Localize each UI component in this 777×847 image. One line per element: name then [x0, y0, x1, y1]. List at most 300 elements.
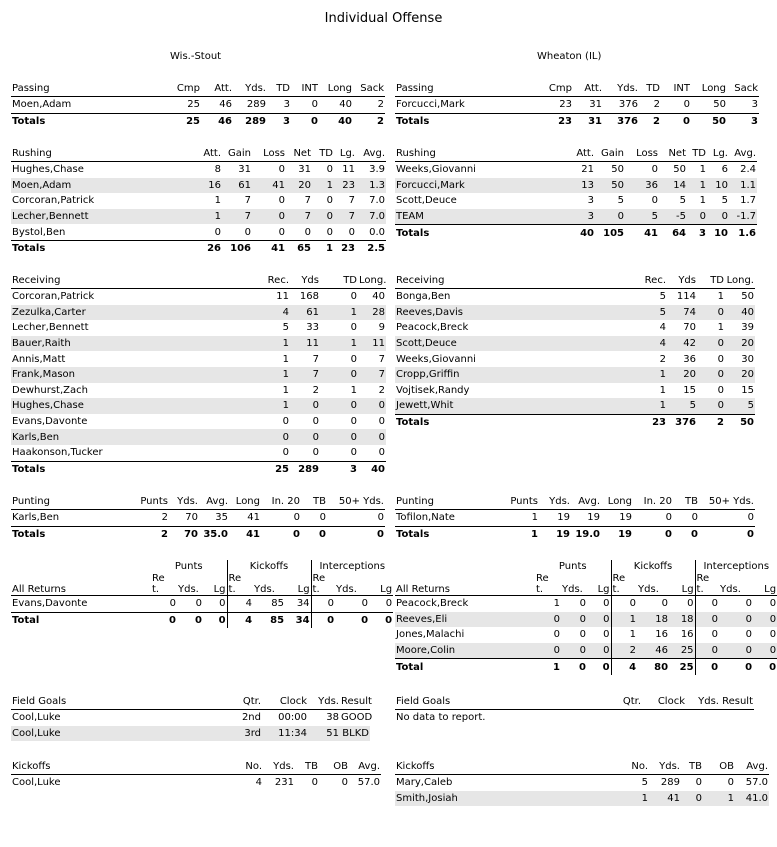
- totals-row: [395, 526, 755, 542]
- totals-cell: 0: [633, 526, 673, 542]
- player-name: Corcoran,Patrick: [12, 195, 95, 207]
- totals-cell: 50: [725, 414, 755, 430]
- stat-cell: 1.3: [356, 178, 386, 194]
- column-header: Lg.: [707, 146, 729, 162]
- totals-cell: 3: [320, 461, 358, 477]
- stat-cell: 7: [290, 367, 320, 383]
- stat-cell: 1: [243, 398, 290, 414]
- stat-cell: 1: [320, 305, 358, 321]
- totals-cell: 23: [545, 113, 573, 129]
- stat-cell: 7: [286, 209, 312, 225]
- stat-cell: 0: [358, 429, 386, 445]
- stat-cell: 1: [282, 384, 289, 396]
- stat-cell: 1: [282, 353, 289, 365]
- returns-subheader: [285, 573, 311, 584]
- returns-subheader: [753, 573, 777, 584]
- table-row: [395, 643, 777, 659]
- returns-group-row: [11, 560, 393, 573]
- player-name: Lecher,Bennett: [11, 209, 181, 225]
- returns-label: All Returns: [11, 584, 151, 596]
- stat-cell: 0: [378, 447, 385, 459]
- player-name: Forcucci,Mark: [395, 178, 567, 194]
- totals-cell: 85: [253, 612, 285, 628]
- totals-label: Total: [395, 659, 535, 675]
- stat-cell: 2: [611, 643, 637, 659]
- table-row: [395, 162, 757, 178]
- stat-cell: 50: [673, 164, 686, 176]
- player-name: Tofilon,Nate: [396, 512, 455, 524]
- stat-cell: 20: [667, 367, 697, 383]
- returns-subheader: Re: [152, 573, 165, 584]
- totals-row: [395, 659, 777, 675]
- totals-cell: 50: [691, 113, 727, 129]
- stat-cell: 0: [579, 598, 586, 610]
- stat-cell: 0: [553, 629, 560, 641]
- stat-cell: 0: [377, 512, 384, 524]
- stat-cell: 1: [615, 791, 649, 807]
- stat-cell: 41.0: [735, 791, 769, 807]
- stat-cell: 40: [725, 305, 755, 321]
- stat-cell: 50: [611, 164, 624, 176]
- player-name: TEAM: [395, 209, 567, 225]
- table-row: [395, 791, 769, 807]
- stat-cell: 1: [699, 195, 706, 207]
- column-header: Net: [659, 146, 687, 162]
- stat-cell: 46: [219, 99, 232, 111]
- totals-label: Totals: [11, 526, 121, 542]
- player-name: Vojtisek,Randy: [396, 384, 470, 396]
- table-row: [395, 209, 757, 225]
- receiving-header-row: [11, 273, 386, 289]
- stat-cell: 3.9: [369, 164, 385, 176]
- table-row: [395, 305, 755, 321]
- player-name: Reeves,Eli: [395, 612, 535, 628]
- stat-cell: 7: [312, 353, 319, 365]
- field_goals-home-table: [11, 694, 373, 741]
- stat-cell: 1.1: [729, 178, 757, 194]
- returns-group-label: Kickoffs: [227, 560, 311, 573]
- stat-cell: 5: [617, 195, 624, 207]
- stat-cell: 0: [326, 226, 333, 238]
- table-row: [395, 367, 755, 383]
- stat-cell: 0: [312, 209, 334, 225]
- totals-cell: 0: [335, 612, 369, 628]
- stat-cell: 0: [695, 777, 702, 789]
- stat-cell: 1: [717, 291, 724, 303]
- stat-cell: 7: [304, 195, 311, 207]
- stat-cell: 0: [629, 598, 637, 610]
- stat-cell: 0: [243, 429, 290, 445]
- stat-cell: 0: [695, 643, 719, 659]
- returns-subheader: [561, 573, 587, 584]
- stat-cell: 0: [350, 447, 357, 459]
- stat-cell: 6: [721, 164, 728, 176]
- stat-cell: 0: [195, 598, 202, 610]
- column-header: Loss: [252, 146, 286, 162]
- stat-cell: 0: [319, 512, 326, 524]
- player-name: Haakonson,Tucker: [12, 447, 103, 459]
- stat-cell: 41: [649, 791, 681, 807]
- stat-cell: 14: [659, 178, 687, 194]
- player-name: Lecher,Bennett: [12, 322, 89, 334]
- totals-cell: 0: [699, 526, 755, 542]
- totals-cell: 40: [358, 461, 386, 477]
- column-header: 50+ Yds.: [699, 494, 755, 510]
- returns-home-table: [11, 560, 393, 628]
- column-header: OB: [319, 759, 349, 775]
- receiving-header-row: [395, 273, 755, 289]
- stat-cell: 8: [214, 164, 221, 176]
- totals-cell: 289: [233, 113, 267, 129]
- table-row: [395, 178, 757, 194]
- rushing-header-row: [11, 146, 386, 162]
- stat-cell: 5: [725, 398, 755, 414]
- stat-cell: 20: [286, 178, 312, 194]
- returns-subheader: [253, 573, 285, 584]
- stat-cell: 0: [358, 398, 386, 414]
- stat-cell: 0: [687, 209, 707, 225]
- stat-cell: 0: [683, 99, 690, 111]
- totals-cell: 0: [661, 113, 691, 129]
- table-row: [11, 289, 386, 305]
- stat-cell: 0: [290, 429, 320, 445]
- column-header: Qtr.: [226, 694, 262, 710]
- stat-cell: 289: [660, 777, 680, 789]
- stat-cell: 0: [561, 643, 587, 659]
- column-header: t.: [151, 584, 177, 596]
- stat-cell: 11: [290, 336, 320, 352]
- totals-cell: 23: [627, 414, 667, 430]
- stat-cell: 0: [681, 791, 703, 807]
- totals-cell: 10: [707, 225, 729, 241]
- totals-cell: 0: [261, 526, 301, 542]
- stat-cell: 4: [627, 336, 667, 352]
- totals-cell: 80: [637, 659, 669, 675]
- column-header: Rushing: [11, 146, 181, 162]
- stat-cell: 85: [271, 598, 285, 610]
- stat-cell: 50: [595, 178, 625, 194]
- column-header: Avg.: [729, 146, 757, 162]
- player-name: Jewett,Whit: [395, 398, 627, 414]
- column-header: INT: [661, 81, 691, 97]
- totals-cell: 23: [334, 240, 356, 256]
- column-header: TD: [639, 81, 661, 97]
- totals-cell: 41: [252, 240, 286, 256]
- totals-cell: 1.6: [729, 225, 757, 241]
- player-name: Jones,Malachi: [396, 629, 465, 641]
- totals-cell: 40: [567, 225, 595, 241]
- table-row: [11, 336, 386, 352]
- stat-cell: 11: [358, 336, 386, 352]
- totals-cell: 2.5: [356, 240, 386, 256]
- kickoffs-home-table: [11, 759, 381, 791]
- stat-cell: 0: [711, 629, 719, 641]
- kickoffs-header-row: [395, 759, 769, 775]
- stat-cell: 51: [308, 726, 340, 742]
- table-row: [11, 193, 386, 209]
- stat-cell: 0: [278, 164, 285, 176]
- stat-cell: 4: [245, 598, 253, 610]
- totals-cell: 0: [151, 612, 177, 628]
- stat-cell: 30: [741, 353, 754, 365]
- column-header: Lg.: [334, 146, 356, 162]
- totals-cell: 0: [177, 612, 203, 628]
- stat-cell: 0: [282, 416, 289, 428]
- column-header: Punts: [505, 494, 539, 510]
- totals-cell: 70: [169, 526, 199, 542]
- totals-label: Totals: [11, 240, 181, 256]
- table-row: [11, 320, 386, 336]
- totals-cell: 65: [286, 240, 312, 256]
- stat-cell: 0: [753, 643, 777, 659]
- totals-cell: 34: [285, 612, 311, 628]
- stat-cell: 0: [719, 612, 753, 628]
- stat-cell: 5: [659, 291, 666, 303]
- stat-cell: 0: [769, 629, 777, 641]
- stat-cell: GOOD: [341, 712, 373, 724]
- stat-cell: 0: [535, 612, 561, 628]
- column-header: Yds: [290, 273, 320, 289]
- column-header: Long: [691, 81, 727, 97]
- player-name: Cool,Luke: [11, 726, 226, 742]
- column-header: Long: [229, 494, 261, 510]
- totals-cell: 0: [369, 612, 393, 628]
- stat-cell: 0: [727, 777, 734, 789]
- table-row: [395, 289, 755, 305]
- player-name: Smith,Josiah: [395, 791, 615, 807]
- column-header: Avg.: [356, 146, 386, 162]
- stat-cell: 0: [320, 429, 358, 445]
- table-row: [11, 398, 386, 414]
- player-name: Karls,Ben: [11, 429, 243, 445]
- table-row: [11, 429, 386, 445]
- totals-cell: 106: [222, 240, 252, 256]
- player-name: Cool,Luke: [12, 777, 61, 789]
- no-data-row: [395, 710, 754, 726]
- stat-cell: 15: [683, 384, 696, 396]
- column-header: Lg: [669, 584, 695, 596]
- player-name: Scott,Deuce: [395, 336, 627, 352]
- column-header: Receiving: [11, 273, 243, 289]
- stat-cell: 0: [695, 612, 719, 628]
- punting-header-row: [11, 494, 385, 510]
- stat-cell: 11:34: [262, 726, 308, 742]
- stat-cell: 1: [659, 384, 666, 396]
- column-header: Qtr.: [610, 694, 642, 710]
- returns-group-label: Interceptions: [703, 561, 770, 572]
- table-row: [11, 383, 386, 399]
- stat-cell: 0: [587, 596, 611, 612]
- player-name: Cropp,Griffin: [395, 367, 627, 383]
- returns-spacer: [395, 573, 535, 584]
- returns-away-table: [395, 560, 777, 675]
- table-row: [11, 367, 386, 383]
- stat-cell: 3: [751, 99, 758, 111]
- column-header: Net: [286, 146, 312, 162]
- stat-cell: 7.0: [369, 195, 385, 207]
- returns-header-row: [395, 584, 777, 596]
- stat-cell: 0: [252, 209, 286, 225]
- stat-cell: 1: [350, 384, 357, 396]
- column-header: TD: [267, 81, 291, 97]
- table-row: [11, 97, 385, 114]
- column-header: Lg: [753, 584, 777, 596]
- totals-cell: 0: [301, 526, 327, 542]
- table-row: [395, 398, 755, 414]
- stat-cell: 23: [334, 178, 356, 194]
- stat-cell: 0: [711, 598, 719, 610]
- returns-group-label: Kickoffs: [611, 560, 695, 573]
- stat-cell: 0: [350, 353, 357, 365]
- column-header: Lg: [369, 584, 393, 596]
- punting-away-table: [395, 494, 755, 542]
- column-header: Passing: [11, 81, 161, 97]
- column-header: No.: [231, 759, 263, 775]
- table-row: [11, 510, 385, 527]
- stat-cell: 3: [587, 195, 594, 207]
- stat-cell: 61: [222, 178, 252, 194]
- totals-cell: 0: [753, 659, 777, 675]
- stat-cell: 7: [334, 209, 356, 225]
- player-name: Bauer,Raith: [11, 336, 243, 352]
- stat-cell: 0: [327, 598, 335, 610]
- stat-cell: 19: [619, 512, 632, 524]
- table-row: [11, 726, 370, 742]
- stat-cell: 46: [637, 643, 669, 659]
- stat-cell: 10: [707, 178, 729, 194]
- stat-cell: 0: [697, 367, 725, 383]
- totals-cell: 0: [203, 612, 227, 628]
- player-name: Peacock,Breck: [396, 322, 469, 334]
- table-row: [395, 351, 755, 367]
- totals-cell: 2: [639, 113, 661, 129]
- player-name: Evans,Davonte: [12, 416, 88, 428]
- stat-cell: 7: [378, 353, 385, 365]
- returns-subheader: [637, 573, 669, 584]
- stat-cell: 18: [669, 612, 695, 628]
- stat-cell: 11: [276, 291, 289, 303]
- column-header: TD: [312, 146, 334, 162]
- returns-subheader: Re: [228, 573, 242, 584]
- totals-cell: 19: [601, 526, 633, 542]
- stat-cell: 61: [290, 305, 320, 321]
- totals-cell: 19: [539, 526, 571, 542]
- player-name: Evans,Davonte: [12, 598, 88, 610]
- totals-cell: 31: [573, 113, 603, 129]
- column-header: Rec.: [627, 273, 667, 289]
- column-header: Kickoffs: [11, 759, 231, 775]
- column-header: Yds.: [603, 81, 639, 97]
- returns-group-label: Punts: [151, 560, 227, 573]
- returns-subheader-row: [11, 573, 393, 584]
- stat-cell: 1: [214, 195, 221, 207]
- player-name: Karls,Ben: [12, 512, 60, 524]
- stat-cell: 1: [243, 367, 290, 383]
- totals-cell: 1: [505, 526, 539, 542]
- stat-cell: 0: [753, 612, 777, 628]
- stat-cell: 16: [655, 629, 669, 641]
- table-row: [11, 209, 386, 225]
- passing-header-row: [11, 81, 385, 97]
- totals-cell: 0: [327, 526, 385, 542]
- totals-cell: 41: [229, 526, 261, 542]
- column-header: Long: [601, 494, 633, 510]
- returns-subheader: [669, 573, 695, 584]
- column-header: Kickoffs: [395, 759, 615, 775]
- returns-group-row: [395, 560, 777, 573]
- stat-cell: 31: [589, 99, 602, 111]
- stat-cell: 0: [691, 512, 698, 524]
- table-row: [395, 97, 759, 114]
- stat-cell: 1: [703, 791, 735, 807]
- stat-cell: 0: [311, 777, 318, 789]
- stat-cell: 2: [312, 384, 319, 396]
- player-name: Annis,Matt: [12, 353, 66, 365]
- stat-cell: 7: [222, 209, 252, 225]
- stat-cell: 25: [187, 99, 200, 111]
- stat-cell: 231: [274, 777, 294, 789]
- stat-cell: 1: [611, 612, 637, 628]
- stat-cell: 0: [311, 99, 318, 111]
- stat-cell: 1: [243, 336, 290, 352]
- column-header: Clock: [262, 694, 308, 710]
- stat-cell: 0: [745, 598, 753, 610]
- stat-cell: 33: [306, 322, 319, 334]
- stat-cell: 376: [618, 99, 638, 111]
- totals-cell: 25: [161, 113, 201, 129]
- stat-cell: 0: [717, 384, 724, 396]
- returns-label: All Returns: [395, 584, 535, 596]
- stat-cell: 20: [725, 336, 755, 352]
- returns-subheader: [369, 573, 393, 584]
- player-name: Moore,Colin: [395, 643, 535, 659]
- stat-cell: 1: [627, 398, 667, 414]
- table-row: [395, 383, 755, 399]
- table-row: [11, 775, 381, 791]
- stat-cell: 5: [627, 305, 667, 321]
- column-header: Lg: [203, 584, 227, 596]
- stat-cell: 0: [326, 164, 333, 176]
- totals-cell: 3: [687, 225, 707, 241]
- returns-spacer: [11, 573, 151, 584]
- stat-cell: 15: [741, 384, 754, 396]
- stat-cell: 3: [567, 209, 595, 225]
- column-header: Yds.: [308, 694, 340, 710]
- returns-subheader: [177, 573, 203, 584]
- stat-cell: 2: [161, 512, 168, 524]
- column-header: INT: [291, 81, 319, 97]
- stat-cell: 0: [587, 627, 611, 643]
- column-header: Yds.: [649, 759, 681, 775]
- player-name: Moen,Adam: [12, 99, 72, 111]
- stat-cell: 0: [361, 598, 369, 610]
- returns-spacer: [11, 560, 151, 573]
- column-header: OB: [703, 759, 735, 775]
- returns-header-row: [11, 584, 393, 596]
- stat-cell: 0: [665, 512, 672, 524]
- stat-cell: 2: [377, 99, 384, 111]
- stat-cell: 31: [238, 164, 251, 176]
- totals-label: Totals: [395, 113, 545, 129]
- column-header: Receiving: [395, 273, 627, 289]
- returns-subheader: [719, 573, 753, 584]
- stat-cell: 5: [282, 322, 289, 334]
- player-name: Scott,Deuce: [396, 195, 457, 207]
- stat-cell: 0: [579, 629, 586, 641]
- table-row: [11, 224, 386, 240]
- stat-cell: 18: [637, 612, 669, 628]
- stat-cell: 0: [341, 777, 348, 789]
